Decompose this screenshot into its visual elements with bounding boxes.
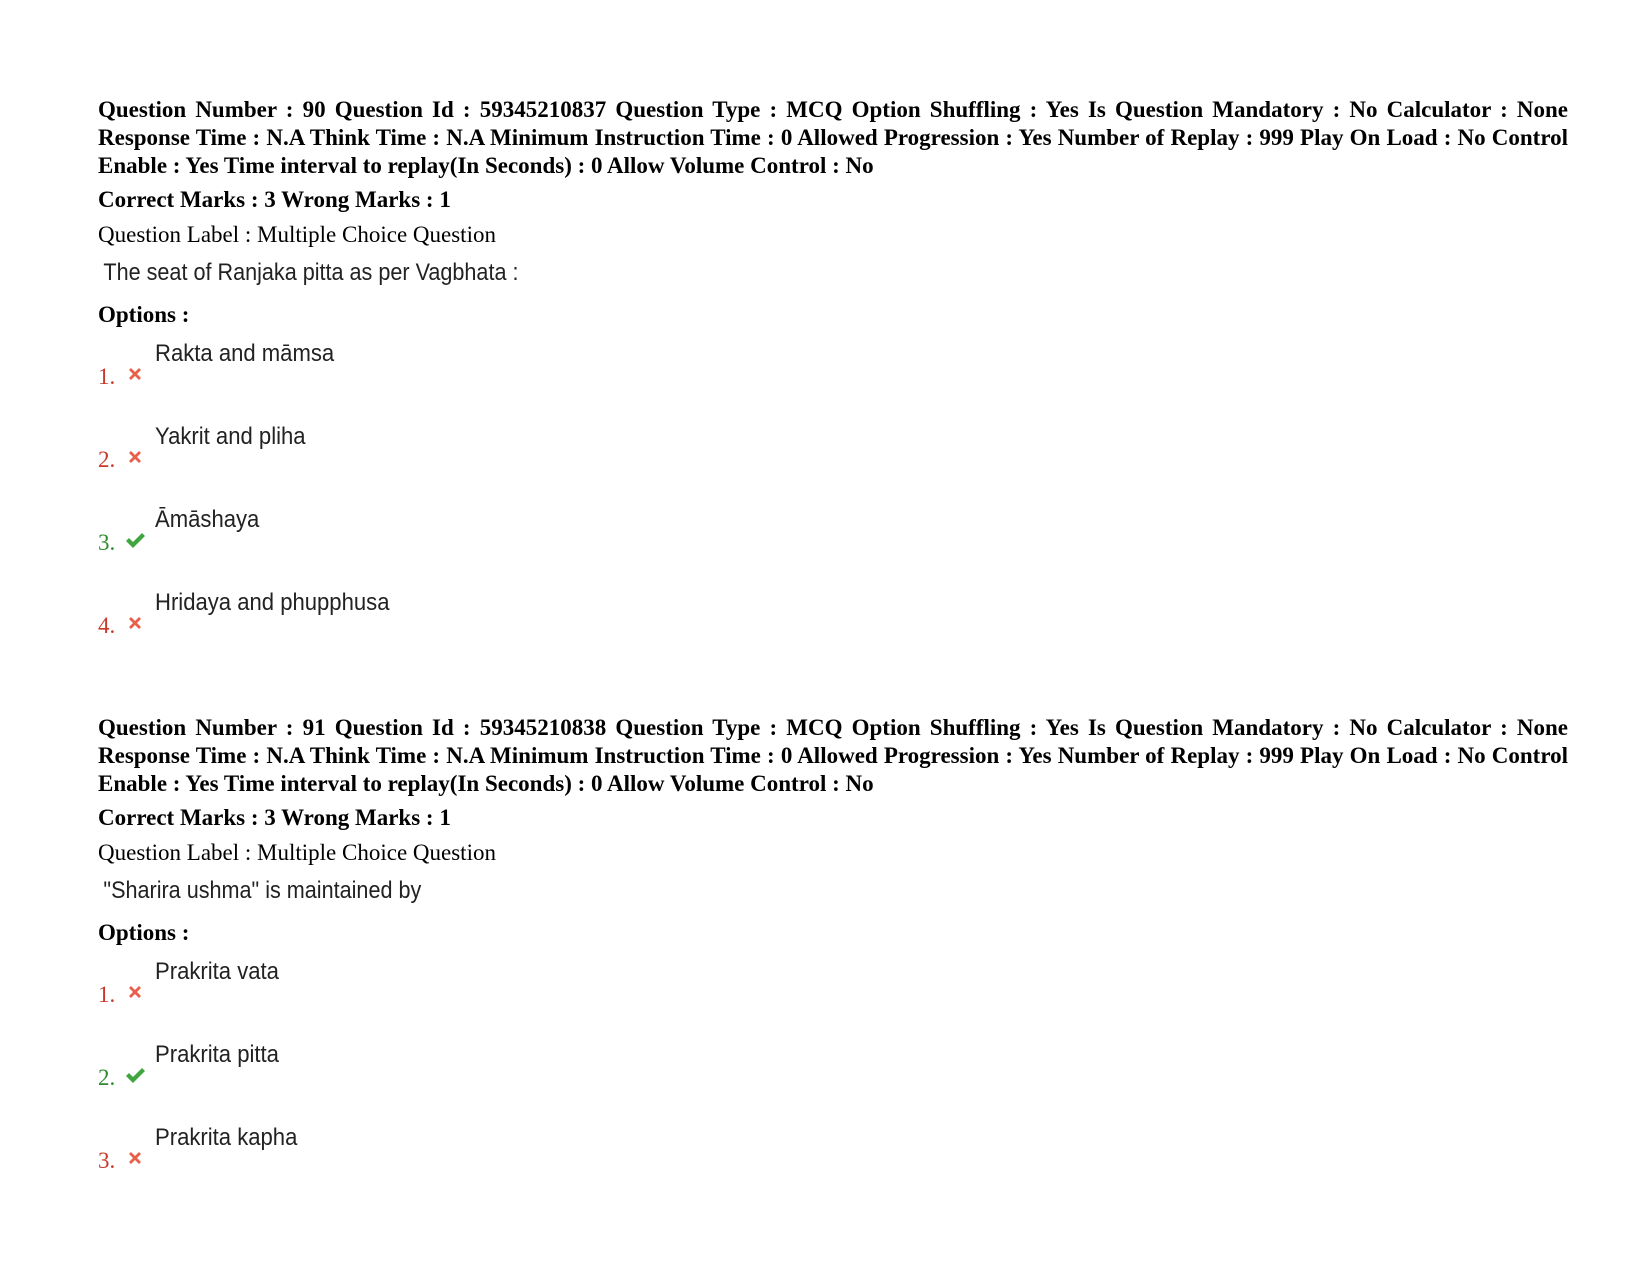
option-item [98, 1117, 1568, 1200]
question-marks: Correct Marks : 3 Wrong Marks : 1 [98, 805, 451, 830]
option-number: 1. [98, 364, 116, 389]
question-marks: Correct Marks : 3 Wrong Marks : 1 [98, 187, 451, 212]
cross-icon [124, 446, 146, 468]
question-meta: Question Number : 90 Question Id : 59345210837 Question Type : MCQ Option Shuffling : Yes Is Question Mandatory : No Calculator : None Response Time : N.A Think Time : N.A Minimum Instruction Time : 0 Allowed Progression : Yes Number of Replay : 999 Play On Load : No Control Enable : Yes Time interval to replay(In Seconds) : 0 Allow Volume Control : No [98, 97, 1568, 178]
option-number: 2. [98, 1065, 116, 1090]
option-text: Prakrita pitta [155, 1041, 279, 1068]
option-item [98, 333, 1568, 416]
cross-icon [124, 363, 146, 385]
option-text: Yakrit and pliha [155, 423, 306, 450]
option-number: 3. [98, 530, 116, 555]
question-text: "Sharira ushma" is maintained by [103, 877, 422, 904]
options-heading: Options : [98, 920, 190, 945]
option-text: Hridaya and phupphusa [155, 589, 390, 616]
check-icon [124, 1064, 146, 1086]
option-item [98, 499, 1568, 582]
cross-icon [124, 981, 146, 1003]
options-heading: Options : [98, 302, 190, 327]
option-text: Rakta and māmsa [155, 340, 335, 367]
option-item [98, 582, 1568, 665]
option-number: 1. [98, 982, 116, 1007]
option-text: Prakrita kapha [155, 1124, 298, 1151]
check-icon [124, 529, 146, 551]
question-text: The seat of Ranjaka pitta as per Vagbhata : [103, 259, 519, 286]
question-block [98, 96, 1568, 665]
option-text: Āmāshaya [155, 506, 260, 533]
option-number: 2. [98, 447, 116, 472]
cross-icon [124, 612, 146, 634]
cross-icon [124, 1147, 146, 1169]
option-item [98, 1034, 1568, 1117]
option-text: Prakrita vata [155, 958, 279, 985]
question-meta: Question Number : 91 Question Id : 59345210838 Question Type : MCQ Option Shuffling : Yes Is Question Mandatory : No Calculator : None Response Time : N.A Think Time : N.A Minimum Instruction Time : 0 Allowed Progression : Yes Number of Replay : 999 Play On Load : No Control Enable : Yes Time interval to replay(In Seconds) : 0 Allow Volume Control : No [98, 715, 1568, 796]
option-list [98, 951, 1568, 1200]
question-label: Question Label : Multiple Choice Question [98, 840, 496, 865]
option-number: 4. [98, 613, 116, 638]
option-number: 3. [98, 1148, 116, 1173]
option-item [98, 416, 1568, 499]
question-label: Question Label : Multiple Choice Question [98, 222, 496, 247]
option-item [98, 951, 1568, 1034]
question-block [98, 714, 1568, 1200]
option-list [98, 333, 1568, 665]
